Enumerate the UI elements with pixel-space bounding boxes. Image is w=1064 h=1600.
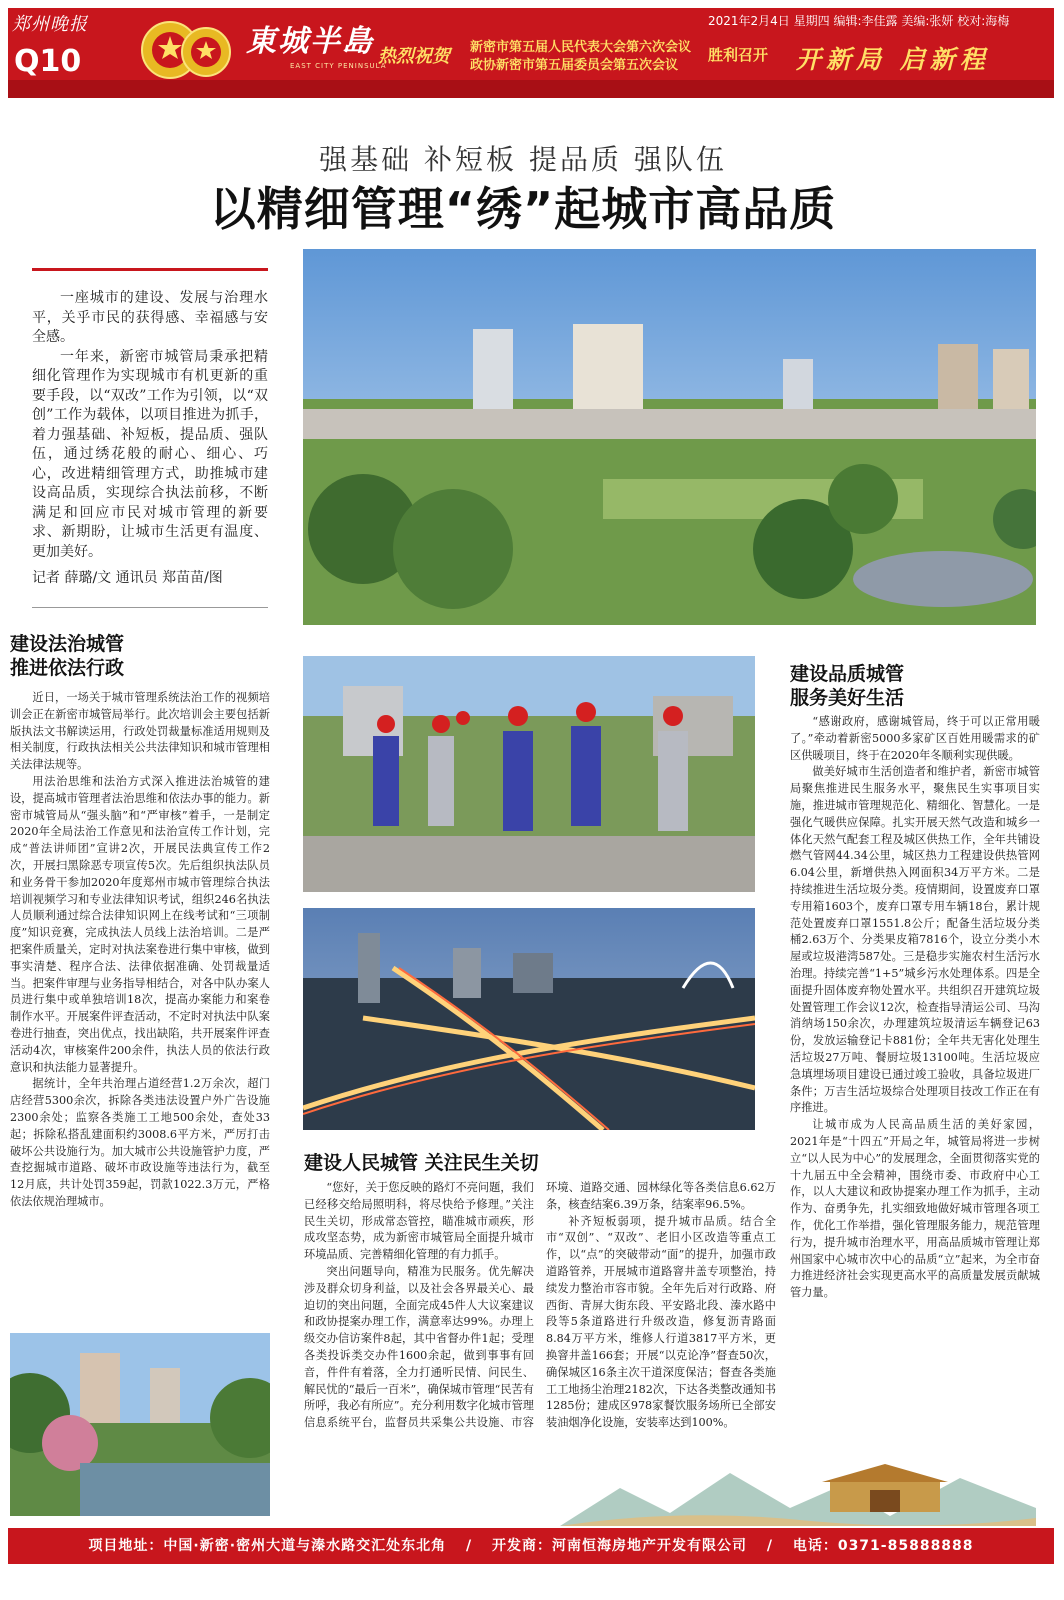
section3-heading	[790, 662, 1040, 710]
dateline	[708, 12, 1009, 29]
success-text: 胜利召开	[708, 46, 769, 64]
editor-credit: 编辑:李佳露	[833, 14, 898, 28]
lead-paragraph: 一年来，新密市城管局秉承把精细化管理作为实现城市有机更新的重要手段，以“双改”工作为引领，以“双创”工作为载体，以项目推进为抓手，着力强基础、补短板，提品质、强队伍，通过绣花般的耐心、细心、巧心，改进精细管理方式，助推城市建设高品质，实现综合执法前移，不断满足和回应市民对城市管理的新要求、新期盼，让城市生活更有温度、更加美好。	[32, 348, 268, 560]
emblem-icon	[140, 12, 232, 88]
section2-paragraph: 补齐短板弱项，提升城市品质。结合全市“双创”、“双改”、老旧小区改造等重点工作，以“点”的突破带动“面”的提升，加强市政道路管养，开展城市道路窨井盖专项整治，持续发力整治市容市貌。全年先后对行政路、府西街、青屏大街东段、平安路北段、溱水路中段等5条道路进行升级改造，修复沥青路面8.84万平方米，维修人行道3817平方米，更换窨井盖166套；开展“以克论净”督查50次，确保城区16条主次干道深度保洁；督查各类施工工地扬尘治理2182次，下达各类整改通知书1285份；建成区978家餐饮服务场所已全部安装油烟净化设施，安装率达到100%。	[546, 1214, 776, 1430]
section1-body	[10, 690, 270, 1211]
footer-separator: /	[465, 1538, 473, 1554]
section3-title-line2: 服务美好生活	[790, 687, 905, 709]
issue-date: 2021年2月4日	[708, 14, 790, 28]
section1-title-line1: 建设法治城管	[10, 633, 125, 655]
section1-paragraph: 用法治思维和法治方式深入推进法治城管的建设，提高城市管理者法治思维和依法办事的能力。新密市城管局从“强头脑”和“严审核”着手，一是制定2020年全局法治工作意见和法治宣传工作计划，完成“普法讲师团”宣讲2次，开展民法典宣传工作2次，开展扫黑除恶专项宣传5次。先后组织执法队员和业务骨干参加2020年度郑州市城市管理综合执法培训视频学习和专业法律知识考试，组织246名执法人员顺利通过综合法律知识网上在线考试和“三项制度”知识竞赛，完成执法人员线上法治培训。二是严把案件质量关，定时对执法案卷进行集中审核，做到事实清楚、程序合法、法律依据准确、处罚裁量适当。把案件审理与业务指导相结合，对各中队办案人员进行集中或单独培训18次，提高办案能力和案卷制作水平。开展案件评查活动，不定时对执法中队案卷进行抽查，突出优点，找出缺陷，共开展案件评查活动4次，审核案件200余件，执法人员的依法行政意识和执法能力显著提升。	[10, 774, 270, 1074]
section3-paragraph: 做美好城市生活创造者和维护者，新密市城管局聚焦推进民生服务水平，聚焦民生实事项目实施，推进城市管理规范化、精细化、智慧化。一是强化气暖供应保障。扎实开展天然气改造和城乡一体化天然气配套工程及城区供热工作，全年共铺设燃气管网44.34公里，城区热力工程建设供热管网6.04公里，新增供热入网面积34万平方米。二是持续推进生活垃圾分类。疫情期间，设置废弃口罩专用箱1603个，废弃口罩专用车辆18台，累计规范处置废弃口罩1551.8公斤；配备生活垃圾分类桶2.63万个、分类果皮箱7816个，设立分类小木屋或垃圾港湾587处。三是稳步实施农村生活污水治理。持续完善“1+5”城乡污水处理体系。四是全面提升固体废弃物处置水平。共组织召开建筑垃圾处置管理工作会议12次，检查指导清运公司、马沟消纳场150余次，办理建筑垃圾清运车辆登记63份，发放运输登记卡881份；全年共无害化处理生活垃圾27万吨、餐厨垃圾13100吨。生活垃圾应急填埋场项目建设已通过竣工验收，具备垃圾进厂条件；万吉生活垃圾综合处理项目技改工作正在有序推进。	[790, 765, 1040, 1115]
article-lead	[32, 289, 268, 562]
lead-bottom-rule	[32, 607, 268, 608]
newspaper-name: 郑州晚报	[12, 14, 88, 35]
footer-phone: 电话：0371-85888888	[792, 1538, 974, 1554]
section1-title-line2: 推进依法行政	[10, 657, 125, 679]
article-headline: 以精细管理“绣”起城市高品质	[209, 182, 837, 236]
section3-body	[790, 714, 1040, 1302]
meeting-line-2: 政协新密市第五届委员会第五次会议	[470, 58, 679, 73]
brand-logo: 東城半島	[246, 24, 374, 59]
footer-address: 项目地址：中国·新密·密州大道与溱水路交汇处东北角	[88, 1538, 447, 1554]
slogan-text: 开新局 启新程	[796, 45, 990, 74]
section2-paragraph: 突出问题导向，精准为民服务。优先解决涉及群众切身利益，以及社会各界最关心、最迫切的突出问题，全面完成45件人大议案建议和政协提案办理工作，满意率达99%。办理上级交办信访案件8起，其中省督办件1起；受理各类投诉类交办件1600余起，做到事事有回音，件件有着落，全力打通听民情、问民生、解民忧的“最后一百米”，确保城市管理“民苦有所呼，我必有所应”。充分利用数字化城市管理信息系统平台，监督员共采集公共设施、市容环境、道路交通、园林绿化等各类信息6.62万条，核查结案6.39万条，结案率96.5%。	[304, 1181, 776, 1430]
meeting-line-1: 新密市第五届人民代表大会第六次会议	[470, 40, 692, 55]
inspection-team-photo	[303, 656, 755, 892]
page-number: Q10	[14, 44, 82, 79]
section1-paragraph: 近日，一场关于城市管理系统法治工作的视频培训会正在新密市城管局举行。此次培训会主要包括新版执法文书解读运用，行政处罚裁量标准适用规则及相关制度，行政执法相关公共法律知识和城市管理相关法律法规等。	[10, 691, 270, 772]
landscape-illustration	[560, 1458, 1036, 1526]
park-pond-photo	[10, 1333, 270, 1516]
section2-paragraph: “您好，关于您反映的路灯不亮问题，我们已经移交给局照明科，将尽快给予修理。”关注民生关切，形成常态管控，瞄准城市顽疾，形成攻坚态势，成为新密市城管局全面提升城市环境品质、完善精细化管理的有力抓手。	[304, 1181, 534, 1262]
section1-paragraph: 据统计，全年共治理占道经营1.2万余次，超门店经营5300余次，拆除各类违法设置户外广告设施2300余处；监察各类施工工地500余处，查处33起；拆除私搭乱建面积约3008.6平方米，严厉打击破坏公共设施行为。加大城市公共设施管护力度，严查挖掘城市道路、破坏市政设施等违法行为，截至12月底，共计处罚359起，罚款1022.3万元，严格依法依规治理城市。	[10, 1077, 270, 1208]
section2-heading: 建设人民城管 关注民生关切	[304, 1152, 539, 1174]
proofreader-credit: 校对:海梅	[957, 14, 1010, 28]
city-square-photo	[303, 249, 1036, 625]
section3-paragraph: 让城市成为人民高品质生活的美好家园，2021年是“十四五”开局之年，城管局将进一步树立“以人民为中心”的发展理念，全面贯彻落实党的十九届五中全会精神，围绕市委、市政府中心工作，以人大建议和政协提案办理工作为抓手，主动作为、奋勇争先，扎实细致地做好城市管理各项工作，优化工作举措，强化管理服务能力，规范管理行为，提升城市治理水平，用高品质城市管理让郑州国家中心城市次中心的品质“立”起来，为全市奋力推进经济社会实现更高水平的高质量发展贡献城管力量。	[790, 1118, 1040, 1300]
article-byline: 记者 薛璐/文 通讯员 郑苗苗/图	[32, 570, 223, 586]
issue-weekday: 星期四	[793, 14, 830, 28]
greeting-text: 热烈祝贺	[378, 46, 450, 67]
night-interchange-photo	[303, 908, 755, 1130]
footer-developer: 开发商：河南恒海房地产开发有限公司	[491, 1538, 747, 1554]
section3-paragraph: “感谢政府，感谢城管局，终于可以正常用暖了。”牵动着新密5000多家矿区百姓用暖需求的矿区供暖项目，终于在2020年冬顺利实现供暖。	[790, 715, 1040, 762]
section3-title-line1: 建设品质城管	[790, 663, 905, 685]
lead-top-rule	[32, 268, 268, 271]
lead-paragraph: 一座城市的建设、发展与治理水平，关乎市民的获得感、幸福感与安全感。	[32, 290, 268, 345]
brand-subtitle: EAST CITY PENINSULA	[290, 62, 387, 70]
article-kicker: 强基础 补短板 提品质 强队伍	[319, 143, 727, 176]
section1-heading	[10, 632, 270, 680]
footer-ad-bar	[8, 1528, 1054, 1564]
footer-separator: /	[766, 1538, 773, 1554]
designer-credit: 美编:张妍	[901, 14, 954, 28]
